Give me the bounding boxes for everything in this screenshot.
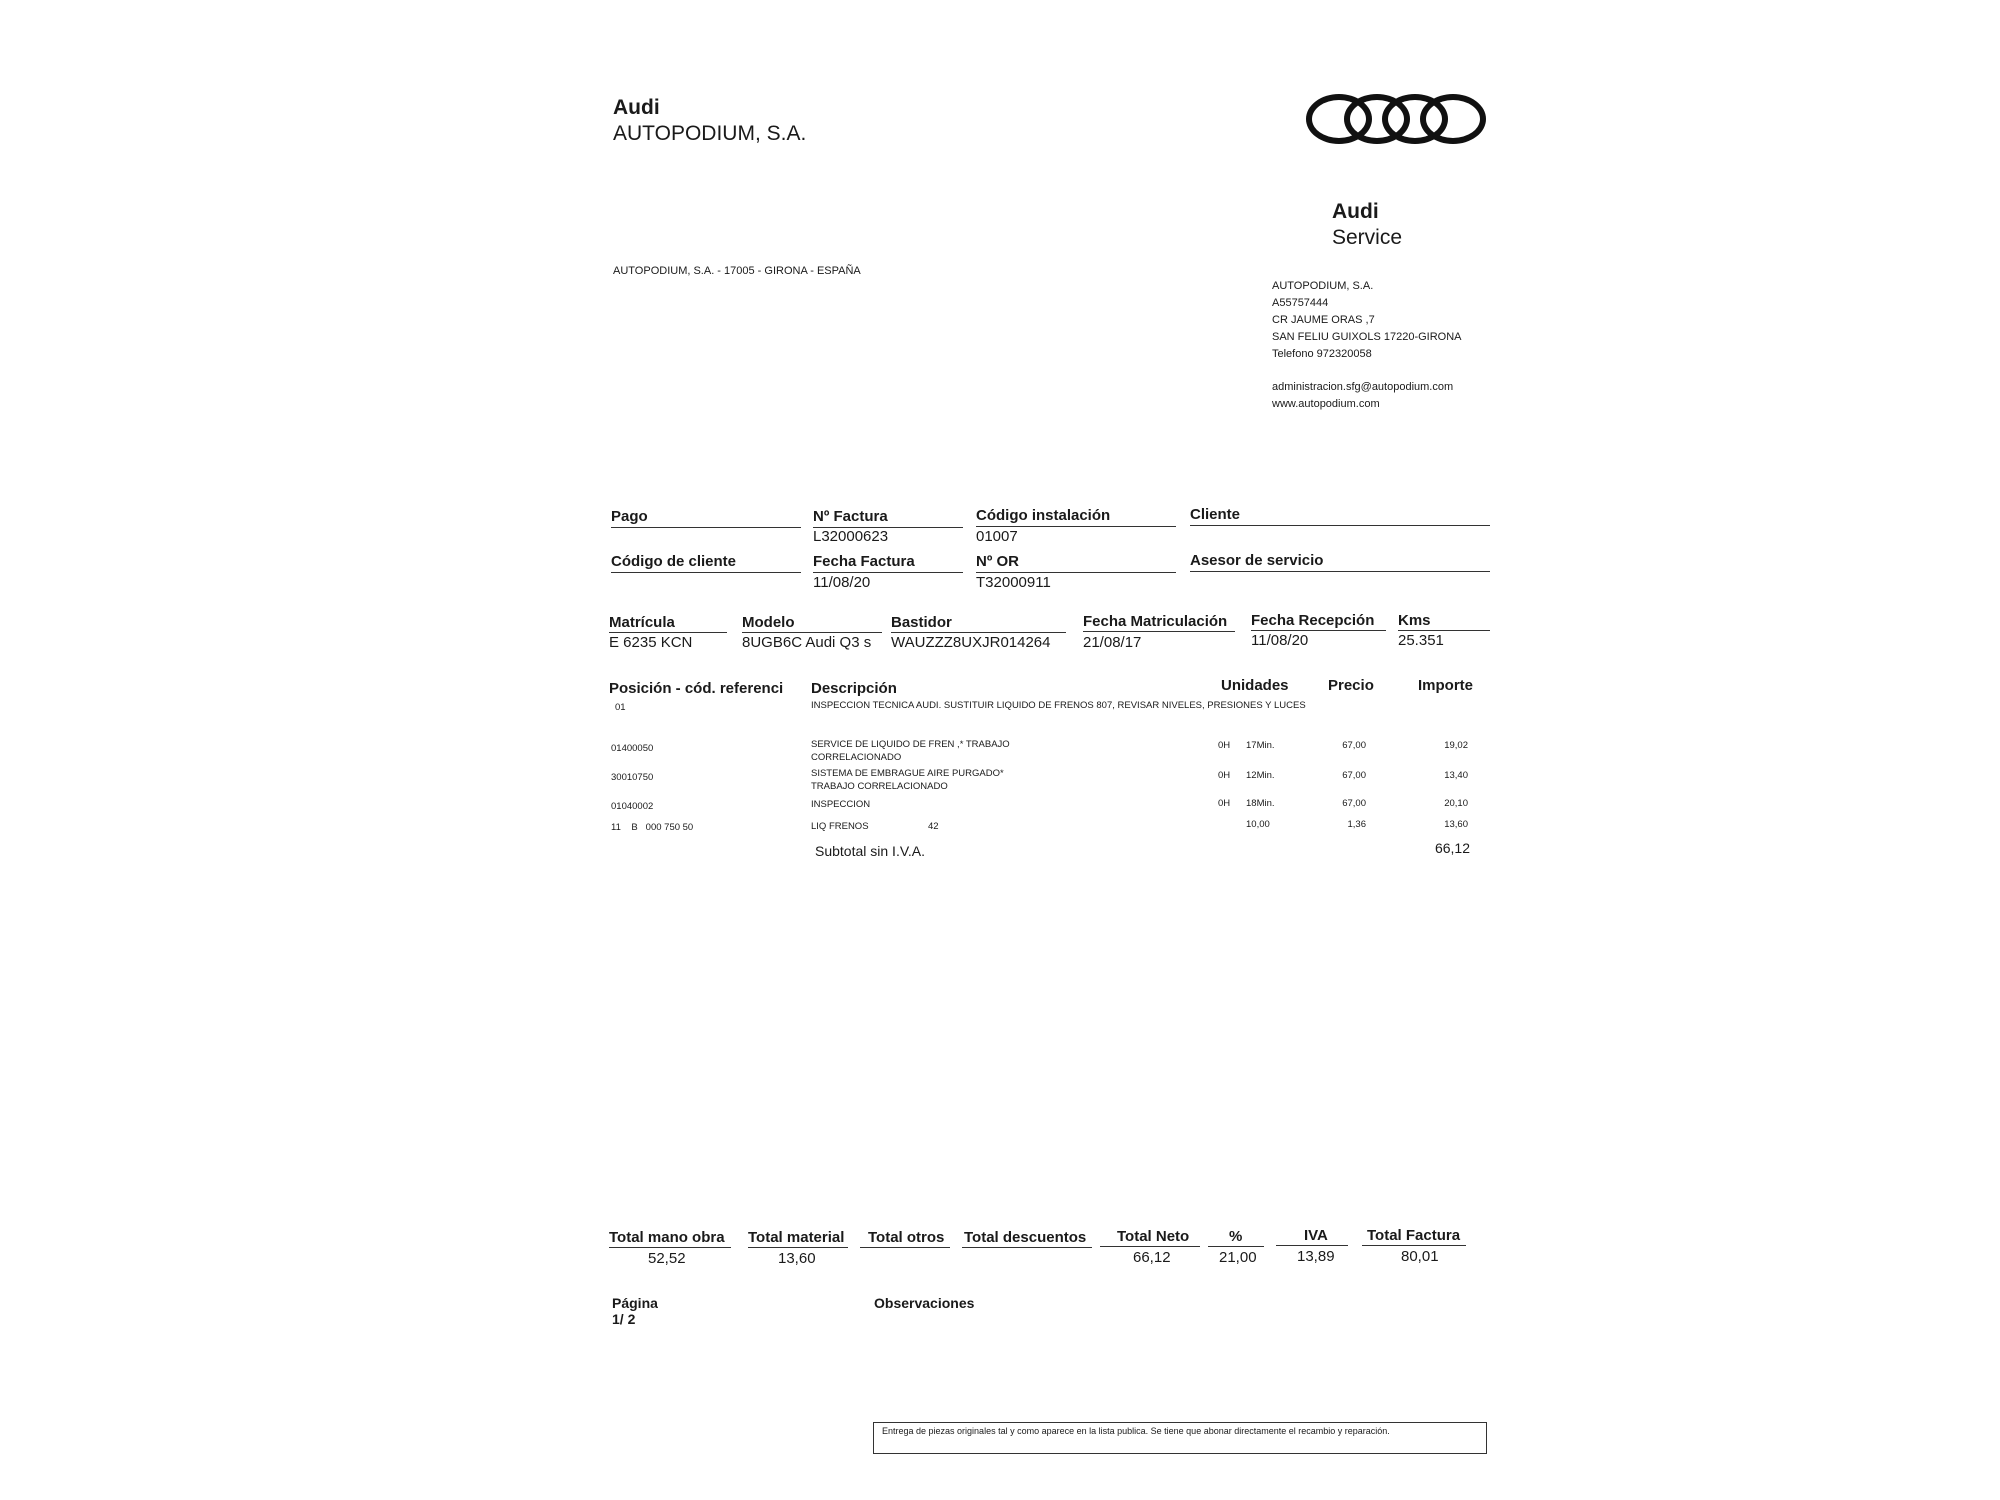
service-web-link[interactable]: www.autopodium.com [1272, 398, 1380, 410]
footnote-text: Entrega de piezas originales tal y como aparece en la lista publica. Se tiene que abonar directamente el recambio y reparación. [882, 1426, 1390, 1436]
factura-number-value: L32000623 [813, 528, 889, 545]
row-units: 17Min. [1246, 740, 1275, 751]
row-code: 01040002 [611, 801, 654, 812]
service-email-link[interactable]: administracion.sfg@autopodium.com [1272, 381, 1454, 393]
intro-position: 01 [615, 702, 626, 713]
row-unit-code: 0H [1218, 798, 1231, 809]
row-amount: 13,60 [1444, 819, 1468, 830]
observaciones-label: Observaciones [874, 1295, 975, 1311]
row-price: 67,00 [1342, 740, 1366, 751]
pagina-label: Página [612, 1295, 658, 1311]
modelo-label: Modelo [742, 614, 795, 631]
col-posicion-header: Posición - cód. referenci [609, 680, 784, 697]
row-description: SERVICE DE LIQUIDO DE FREN ,* TRABAJO [811, 739, 1010, 750]
codigo-cliente-label: Código de cliente [611, 553, 737, 570]
percent-label: % [1229, 1228, 1243, 1245]
col-precio-header: Precio [1328, 677, 1374, 694]
matricula-label: Matrícula [609, 614, 675, 631]
fecha-recepcion-label: Fecha Recepción [1251, 612, 1375, 629]
row-code: 30010750 [611, 772, 654, 783]
row-description: SISTEMA DE EMBRAGUE AIRE PURGADO* [811, 768, 1004, 779]
service-line-street: CR JAUME ORAS ,7 [1272, 314, 1375, 326]
service-line-cif: A55757444 [1272, 297, 1329, 309]
row-unit-code: 0H [1218, 740, 1231, 751]
iva-label: IVA [1304, 1227, 1328, 1244]
col-unidades-header: Unidades [1221, 677, 1289, 694]
row-code: 11 B 000 750 50 [611, 822, 694, 833]
row-unit-code: 42 [928, 821, 939, 832]
cliente-label: Cliente [1190, 506, 1241, 523]
pago-label: Pago [611, 508, 648, 525]
row-price: 1,36 [1347, 819, 1366, 830]
service-subtitle: Service [1332, 226, 1403, 249]
row-description: INSPECCION [811, 799, 871, 810]
factura-number-label: Nº Factura [813, 508, 888, 525]
asesor-label: Asesor de servicio [1190, 552, 1324, 569]
sender-address-line: AUTOPODIUM, S.A. - 17005 - GIRONA - ESPAÑA [613, 265, 861, 277]
col-importe-header: Importe [1418, 677, 1474, 694]
audi-four-rings-logo-icon [1306, 94, 1486, 154]
row-units: 18Min. [1246, 798, 1275, 809]
brand-name: Audi [613, 96, 660, 119]
percent-value: 21,00 [1219, 1249, 1257, 1266]
total-factura-value: 80,01 [1401, 1248, 1439, 1265]
modelo-value: 8UGB6C Audi Q3 s [742, 634, 872, 651]
row-price: 67,00 [1342, 770, 1366, 781]
kms-value: 25.351 [1398, 632, 1444, 649]
total-neto-value: 66,12 [1133, 1249, 1171, 1266]
subtotal-label: Subtotal sin I.V.A. [815, 843, 925, 859]
bastidor-value: WAUZZZ8UXJR014264 [891, 634, 1051, 651]
total-mano-obra-value: 52,52 [648, 1250, 686, 1267]
service-line-city: SAN FELIU GUIXOLS 17220-GIRONA [1272, 331, 1462, 343]
row-units: 10,00 [1246, 819, 1270, 830]
subtotal-value: 66,12 [1434, 840, 1470, 856]
row-description-cont: CORRELACIONADO [811, 752, 902, 763]
row-description-cont: TRABAJO CORRELACIONADO [811, 781, 948, 792]
footnote-box [873, 1422, 1487, 1454]
row-amount: 20,10 [1444, 798, 1468, 809]
fecha-matriculacion-value: 21/08/17 [1083, 634, 1142, 651]
fecha-matriculacion-label: Fecha Matriculación [1083, 613, 1228, 630]
or-number-label: Nº OR [976, 553, 1019, 570]
col-descripcion-header: Descripción [811, 680, 897, 697]
row-code: 01400050 [611, 743, 654, 754]
fecha-recepcion-value: 11/08/20 [1251, 632, 1309, 649]
kms-label: Kms [1398, 612, 1431, 629]
total-neto-label: Total Neto [1117, 1228, 1190, 1245]
fecha-factura-value: 11/08/20 [813, 574, 871, 591]
service-line-phone: Telefono 972320058 [1272, 348, 1372, 360]
total-factura-label: Total Factura [1367, 1227, 1461, 1244]
row-description: LIQ FRENOS [811, 821, 869, 832]
bastidor-label: Bastidor [891, 614, 952, 631]
total-descuentos-label: Total descuentos [964, 1229, 1087, 1246]
iva-value: 13,89 [1297, 1248, 1335, 1265]
company-name: AUTOPODIUM, S.A. [613, 122, 807, 145]
row-price: 67,00 [1342, 798, 1366, 809]
pagina-value: 1/ 2 [612, 1311, 636, 1327]
row-unit-code: 0H [1218, 770, 1231, 781]
intro-description: INSPECCION TECNICA AUDI. SUSTITUIR LIQUIDO DE FRENOS 807, REVISAR NIVELES, PRESIONES Y LUCES [811, 700, 1306, 711]
row-units: 12Min. [1246, 770, 1275, 781]
total-material-label: Total material [748, 1229, 845, 1246]
matricula-value: E 6235 KCN [609, 634, 693, 651]
row-amount: 13,40 [1444, 770, 1468, 781]
service-brand: Audi [1332, 200, 1379, 223]
service-line-company: AUTOPODIUM, S.A. [1272, 280, 1374, 292]
row-amount: 19,02 [1444, 740, 1468, 751]
total-mano-obra-label: Total mano obra [609, 1229, 725, 1246]
fecha-factura-label: Fecha Factura [813, 553, 915, 570]
instalacion-value: 01007 [976, 528, 1018, 545]
total-otros-label: Total otros [868, 1229, 945, 1246]
total-material-value: 13,60 [778, 1250, 816, 1267]
or-number-value: T32000911 [976, 574, 1051, 591]
instalacion-label: Código instalación [976, 507, 1111, 524]
